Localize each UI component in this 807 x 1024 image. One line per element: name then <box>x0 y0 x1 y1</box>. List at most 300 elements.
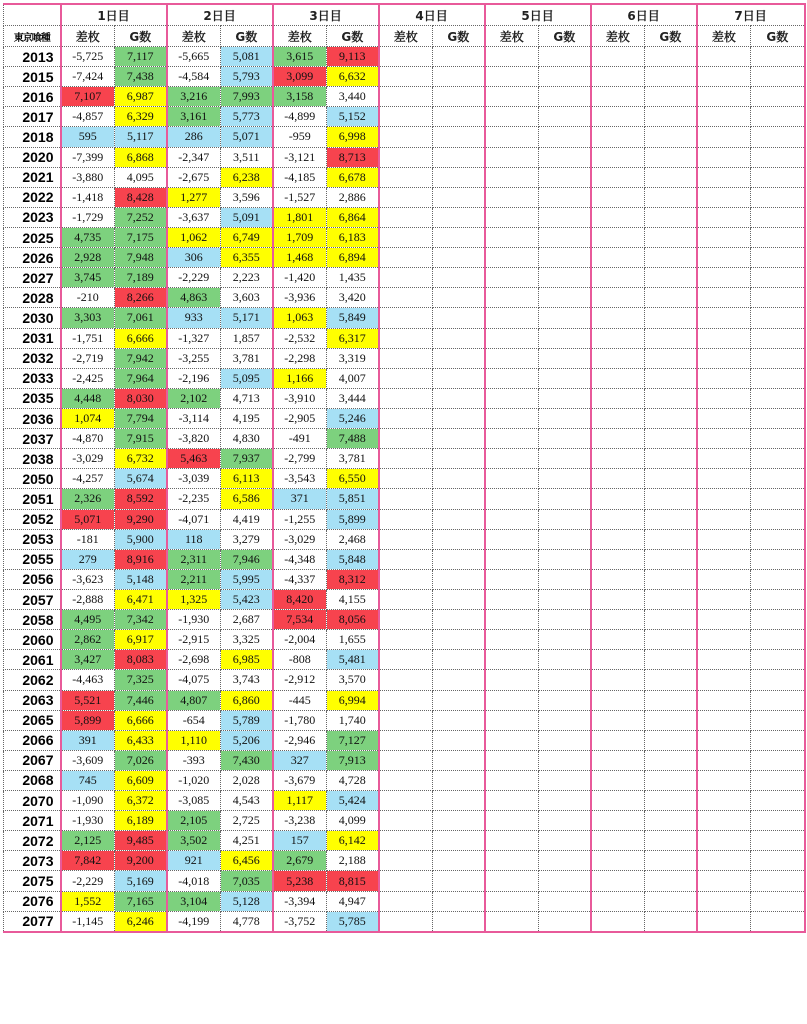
empty-cell <box>539 509 591 529</box>
machine-number: 2061 <box>4 650 61 670</box>
diff-cell: 3,745 <box>61 268 115 288</box>
empty-cell <box>751 127 805 147</box>
table-row <box>4 227 805 247</box>
empty-cell <box>379 811 433 831</box>
empty-cell <box>485 670 539 690</box>
empty-cell <box>697 368 751 388</box>
empty-cell <box>751 529 805 549</box>
empty-cell <box>591 811 645 831</box>
empty-cell <box>433 549 485 569</box>
empty-cell <box>433 670 485 690</box>
diff-cell: 3,158 <box>273 87 327 107</box>
empty-cell <box>645 248 697 268</box>
games-cell: 1,857 <box>221 328 273 348</box>
empty-cell <box>697 187 751 207</box>
empty-cell <box>751 429 805 449</box>
machine-number: 2020 <box>4 147 61 167</box>
games-cell: 1,435 <box>327 268 379 288</box>
empty-cell <box>751 509 805 529</box>
games-cell: 7,430 <box>221 750 273 770</box>
diff-cell: -4,857 <box>61 107 115 127</box>
diff-cell: 1,468 <box>273 248 327 268</box>
empty-cell <box>697 489 751 509</box>
empty-cell <box>379 770 433 790</box>
empty-cell <box>591 449 645 469</box>
empty-cell <box>485 227 539 247</box>
games-cell: 2,687 <box>221 610 273 630</box>
games-cell: 7,325 <box>115 670 167 690</box>
empty-cell <box>433 911 485 932</box>
empty-cell <box>433 811 485 831</box>
games-cell: 2,886 <box>327 187 379 207</box>
diff-cell: 7,842 <box>61 851 115 871</box>
games-cell: 3,444 <box>327 388 379 408</box>
column-header-row <box>4 26 805 47</box>
empty-cell <box>591 770 645 790</box>
games-cell: 6,749 <box>221 227 273 247</box>
games-cell: 5,773 <box>221 107 273 127</box>
empty-cell <box>485 569 539 589</box>
diff-cell: -3,114 <box>167 408 221 428</box>
empty-cell <box>751 670 805 690</box>
diff-cell: -2,675 <box>167 167 221 187</box>
machine-number: 2050 <box>4 469 61 489</box>
empty-cell <box>485 107 539 127</box>
empty-cell <box>379 569 433 589</box>
empty-cell <box>379 348 433 368</box>
empty-cell <box>433 167 485 187</box>
empty-cell <box>485 47 539 67</box>
empty-cell <box>539 288 591 308</box>
empty-cell <box>591 730 645 750</box>
empty-cell <box>697 207 751 227</box>
empty-cell <box>379 509 433 529</box>
diff-cell: 5,521 <box>61 690 115 710</box>
empty-cell <box>751 47 805 67</box>
games-cell: 9,200 <box>115 851 167 871</box>
diff-cell: 7,534 <box>273 610 327 630</box>
empty-cell <box>539 489 591 509</box>
empty-cell <box>645 328 697 348</box>
games-column-header: G数 <box>539 26 591 47</box>
games-cell: 7,127 <box>327 730 379 750</box>
table-row <box>4 207 805 227</box>
empty-cell <box>645 569 697 589</box>
empty-cell <box>485 469 539 489</box>
diff-cell: 745 <box>61 770 115 790</box>
empty-cell <box>751 107 805 127</box>
empty-cell <box>379 891 433 911</box>
games-cell: 6,666 <box>115 710 167 730</box>
empty-cell <box>433 47 485 67</box>
machine-number: 2025 <box>4 227 61 247</box>
empty-cell <box>591 408 645 428</box>
diff-cell: -959 <box>273 127 327 147</box>
empty-cell <box>751 147 805 167</box>
empty-cell <box>433 107 485 127</box>
games-cell: 6,433 <box>115 730 167 750</box>
diff-cell: 2,679 <box>273 851 327 871</box>
empty-cell <box>539 47 591 67</box>
empty-cell <box>379 308 433 328</box>
empty-cell <box>485 791 539 811</box>
empty-cell <box>751 871 805 891</box>
empty-cell <box>539 791 591 811</box>
empty-cell <box>379 710 433 730</box>
empty-cell <box>697 630 751 650</box>
day-header-5: 5日目 <box>485 4 591 26</box>
table-row <box>4 67 805 87</box>
games-column-header: G数 <box>327 26 379 47</box>
games-cell: 7,438 <box>115 67 167 87</box>
games-cell: 6,860 <box>221 690 273 710</box>
diff-cell: 2,102 <box>167 388 221 408</box>
diff-cell: 5,463 <box>167 449 221 469</box>
diff-cell: 1,166 <box>273 368 327 388</box>
empty-cell <box>539 610 591 630</box>
empty-cell <box>539 831 591 851</box>
empty-cell <box>591 227 645 247</box>
empty-cell <box>697 610 751 630</box>
empty-cell <box>379 87 433 107</box>
games-cell: 6,666 <box>115 328 167 348</box>
games-cell: 5,785 <box>327 911 379 932</box>
empty-cell <box>485 167 539 187</box>
table-row <box>4 348 805 368</box>
diff-cell: 1,110 <box>167 730 221 750</box>
diff-cell: -2,425 <box>61 368 115 388</box>
empty-cell <box>591 710 645 730</box>
diff-cell: -4,870 <box>61 429 115 449</box>
empty-cell <box>697 308 751 328</box>
empty-cell <box>379 167 433 187</box>
empty-cell <box>697 569 751 589</box>
games-cell: 8,815 <box>327 871 379 891</box>
machine-number: 2062 <box>4 670 61 690</box>
diff-cell: -3,936 <box>273 288 327 308</box>
empty-cell <box>485 831 539 851</box>
diff-cell: -5,725 <box>61 47 115 67</box>
diff-cell: -181 <box>61 529 115 549</box>
diff-cell: -3,910 <box>273 388 327 408</box>
diff-cell: -2,298 <box>273 348 327 368</box>
empty-cell <box>433 248 485 268</box>
empty-cell <box>751 288 805 308</box>
diff-cell: 8,420 <box>273 589 327 609</box>
empty-cell <box>379 630 433 650</box>
empty-cell <box>539 147 591 167</box>
diff-cell: -808 <box>273 650 327 670</box>
table-body <box>4 4 805 932</box>
table-row <box>4 630 805 650</box>
results-table <box>3 3 806 933</box>
empty-cell <box>485 87 539 107</box>
games-cell: 8,083 <box>115 650 167 670</box>
empty-cell <box>591 851 645 871</box>
empty-cell <box>697 831 751 851</box>
day-header-7: 7日目 <box>697 4 805 26</box>
empty-cell <box>591 509 645 529</box>
machine-number: 2036 <box>4 408 61 428</box>
empty-cell <box>591 670 645 690</box>
empty-cell <box>539 871 591 891</box>
empty-cell <box>433 871 485 891</box>
empty-cell <box>379 368 433 388</box>
diff-cell: -3,820 <box>167 429 221 449</box>
empty-cell <box>485 368 539 388</box>
games-cell: 4,007 <box>327 368 379 388</box>
empty-cell <box>591 308 645 328</box>
empty-cell <box>379 670 433 690</box>
games-cell: 4,947 <box>327 891 379 911</box>
games-column-header: G数 <box>115 26 167 47</box>
empty-cell <box>645 529 697 549</box>
games-cell: 3,420 <box>327 288 379 308</box>
table-row <box>4 388 805 408</box>
games-cell: 5,171 <box>221 308 273 328</box>
empty-cell <box>485 610 539 630</box>
table-row <box>4 449 805 469</box>
empty-cell <box>645 408 697 428</box>
empty-cell <box>697 650 751 670</box>
diff-cell: 1,062 <box>167 227 221 247</box>
games-cell: 6,317 <box>327 328 379 348</box>
diff-cell: 5,071 <box>61 509 115 529</box>
diff-cell: -1,527 <box>273 187 327 207</box>
empty-cell <box>645 268 697 288</box>
games-cell: 6,917 <box>115 630 167 650</box>
empty-cell <box>645 690 697 710</box>
empty-cell <box>539 167 591 187</box>
games-cell: 6,998 <box>327 127 379 147</box>
games-cell: 8,592 <box>115 489 167 509</box>
diff-cell: -445 <box>273 690 327 710</box>
empty-cell <box>751 328 805 348</box>
empty-cell <box>433 730 485 750</box>
empty-cell <box>591 348 645 368</box>
empty-cell <box>379 328 433 348</box>
empty-cell <box>539 67 591 87</box>
empty-cell <box>485 308 539 328</box>
machine-name-label: 東京喰種 <box>4 26 61 47</box>
day-header-3: 3日目 <box>273 4 379 26</box>
empty-cell <box>645 610 697 630</box>
diff-cell: -1,020 <box>167 770 221 790</box>
diff-cell: -3,121 <box>273 147 327 167</box>
games-cell: 5,169 <box>115 871 167 891</box>
diff-cell: -654 <box>167 710 221 730</box>
diff-cell: 2,311 <box>167 549 221 569</box>
empty-cell <box>591 107 645 127</box>
empty-cell <box>645 871 697 891</box>
empty-cell <box>751 187 805 207</box>
empty-cell <box>591 650 645 670</box>
diff-cell: -4,071 <box>167 509 221 529</box>
empty-cell <box>645 650 697 670</box>
diff-cell: -4,075 <box>167 670 221 690</box>
diff-cell: -2,698 <box>167 650 221 670</box>
empty-cell <box>539 87 591 107</box>
empty-cell <box>433 710 485 730</box>
games-cell: 5,117 <box>115 127 167 147</box>
empty-cell <box>485 750 539 770</box>
empty-cell <box>591 127 645 147</box>
diff-cell: 1,801 <box>273 207 327 227</box>
empty-cell <box>485 67 539 87</box>
machine-number: 2077 <box>4 911 61 932</box>
games-cell: 1,740 <box>327 710 379 730</box>
empty-cell <box>433 831 485 851</box>
empty-cell <box>433 489 485 509</box>
diff-cell: 7,107 <box>61 87 115 107</box>
games-cell: 5,789 <box>221 710 273 730</box>
diff-cell: -3,255 <box>167 348 221 368</box>
machine-number: 2013 <box>4 47 61 67</box>
empty-cell <box>433 449 485 469</box>
games-cell: 6,246 <box>115 911 167 932</box>
diff-cell: -3,029 <box>61 449 115 469</box>
empty-cell <box>591 87 645 107</box>
diff-cell: -1,751 <box>61 328 115 348</box>
games-cell: 4,713 <box>221 388 273 408</box>
games-cell: 3,743 <box>221 670 273 690</box>
diff-cell: -4,899 <box>273 107 327 127</box>
games-cell: 9,485 <box>115 831 167 851</box>
machine-number: 2026 <box>4 248 61 268</box>
diff-cell: 1,325 <box>167 589 221 609</box>
empty-cell <box>645 207 697 227</box>
table-row <box>4 569 805 589</box>
games-cell: 7,942 <box>115 348 167 368</box>
diff-cell: -1,780 <box>273 710 327 730</box>
diff-cell: 1,063 <box>273 308 327 328</box>
empty-cell <box>751 67 805 87</box>
table-row <box>4 268 805 288</box>
empty-cell <box>591 187 645 207</box>
diff-cell: -1,145 <box>61 911 115 932</box>
empty-cell <box>751 388 805 408</box>
empty-cell <box>697 408 751 428</box>
games-cell: 5,848 <box>327 549 379 569</box>
empty-cell <box>485 730 539 750</box>
games-cell: 7,446 <box>115 690 167 710</box>
empty-cell <box>379 851 433 871</box>
table-row <box>4 610 805 630</box>
empty-cell <box>433 469 485 489</box>
diff-cell: -3,623 <box>61 569 115 589</box>
empty-cell <box>539 770 591 790</box>
empty-cell <box>539 710 591 730</box>
empty-cell <box>539 107 591 127</box>
machine-number: 2035 <box>4 388 61 408</box>
diff-cell: -1,255 <box>273 509 327 529</box>
empty-cell <box>379 388 433 408</box>
games-cell: 8,428 <box>115 187 167 207</box>
games-cell: 5,995 <box>221 569 273 589</box>
games-cell: 4,728 <box>327 770 379 790</box>
empty-cell <box>539 529 591 549</box>
games-cell: 7,165 <box>115 891 167 911</box>
games-cell: 6,732 <box>115 449 167 469</box>
diff-cell: 4,448 <box>61 388 115 408</box>
diff-cell: -2,235 <box>167 489 221 509</box>
diff-cell: -1,729 <box>61 207 115 227</box>
diff-cell: 3,099 <box>273 67 327 87</box>
table-row <box>4 368 805 388</box>
empty-cell <box>591 248 645 268</box>
empty-cell <box>433 328 485 348</box>
empty-cell <box>591 268 645 288</box>
games-cell: 3,781 <box>221 348 273 368</box>
diff-cell: -4,584 <box>167 67 221 87</box>
diff-column-header: 差枚 <box>61 26 115 47</box>
table-row <box>4 489 805 509</box>
games-cell: 3,781 <box>327 449 379 469</box>
machine-number: 2016 <box>4 87 61 107</box>
games-column-header: G数 <box>645 26 697 47</box>
games-cell: 6,372 <box>115 791 167 811</box>
games-cell: 8,030 <box>115 388 167 408</box>
diff-cell: -4,018 <box>167 871 221 891</box>
empty-cell <box>485 811 539 831</box>
empty-cell <box>751 227 805 247</box>
games-cell: 6,456 <box>221 851 273 871</box>
empty-cell <box>751 630 805 650</box>
empty-cell <box>751 690 805 710</box>
empty-cell <box>645 388 697 408</box>
empty-cell <box>539 690 591 710</box>
empty-cell <box>539 207 591 227</box>
diff-cell: -1,420 <box>273 268 327 288</box>
diff-cell: 371 <box>273 489 327 509</box>
empty-cell <box>539 429 591 449</box>
empty-cell <box>645 87 697 107</box>
games-cell: 7,946 <box>221 549 273 569</box>
games-cell: 6,183 <box>327 227 379 247</box>
empty-cell <box>485 630 539 650</box>
games-cell: 4,095 <box>115 167 167 187</box>
diff-cell: -3,880 <box>61 167 115 187</box>
empty-cell <box>751 207 805 227</box>
empty-cell <box>645 348 697 368</box>
empty-cell <box>645 187 697 207</box>
games-cell: 7,948 <box>115 248 167 268</box>
empty-cell <box>751 408 805 428</box>
games-cell: 7,035 <box>221 871 273 891</box>
table-row <box>4 288 805 308</box>
empty-cell <box>645 730 697 750</box>
games-cell: 2,223 <box>221 268 273 288</box>
empty-cell <box>379 429 433 449</box>
games-cell: 6,550 <box>327 469 379 489</box>
day-header-4: 4日目 <box>379 4 485 26</box>
games-cell: 5,851 <box>327 489 379 509</box>
table-row <box>4 47 805 67</box>
empty-cell <box>433 268 485 288</box>
games-cell: 4,419 <box>221 509 273 529</box>
diff-cell: -2,719 <box>61 348 115 368</box>
diff-cell: -4,257 <box>61 469 115 489</box>
machine-number: 2072 <box>4 831 61 851</box>
games-cell: 2,725 <box>221 811 273 831</box>
empty-cell <box>379 67 433 87</box>
games-cell: 5,246 <box>327 408 379 428</box>
empty-cell <box>645 147 697 167</box>
empty-cell <box>485 871 539 891</box>
games-cell: 8,916 <box>115 549 167 569</box>
empty-cell <box>645 670 697 690</box>
empty-cell <box>485 429 539 449</box>
